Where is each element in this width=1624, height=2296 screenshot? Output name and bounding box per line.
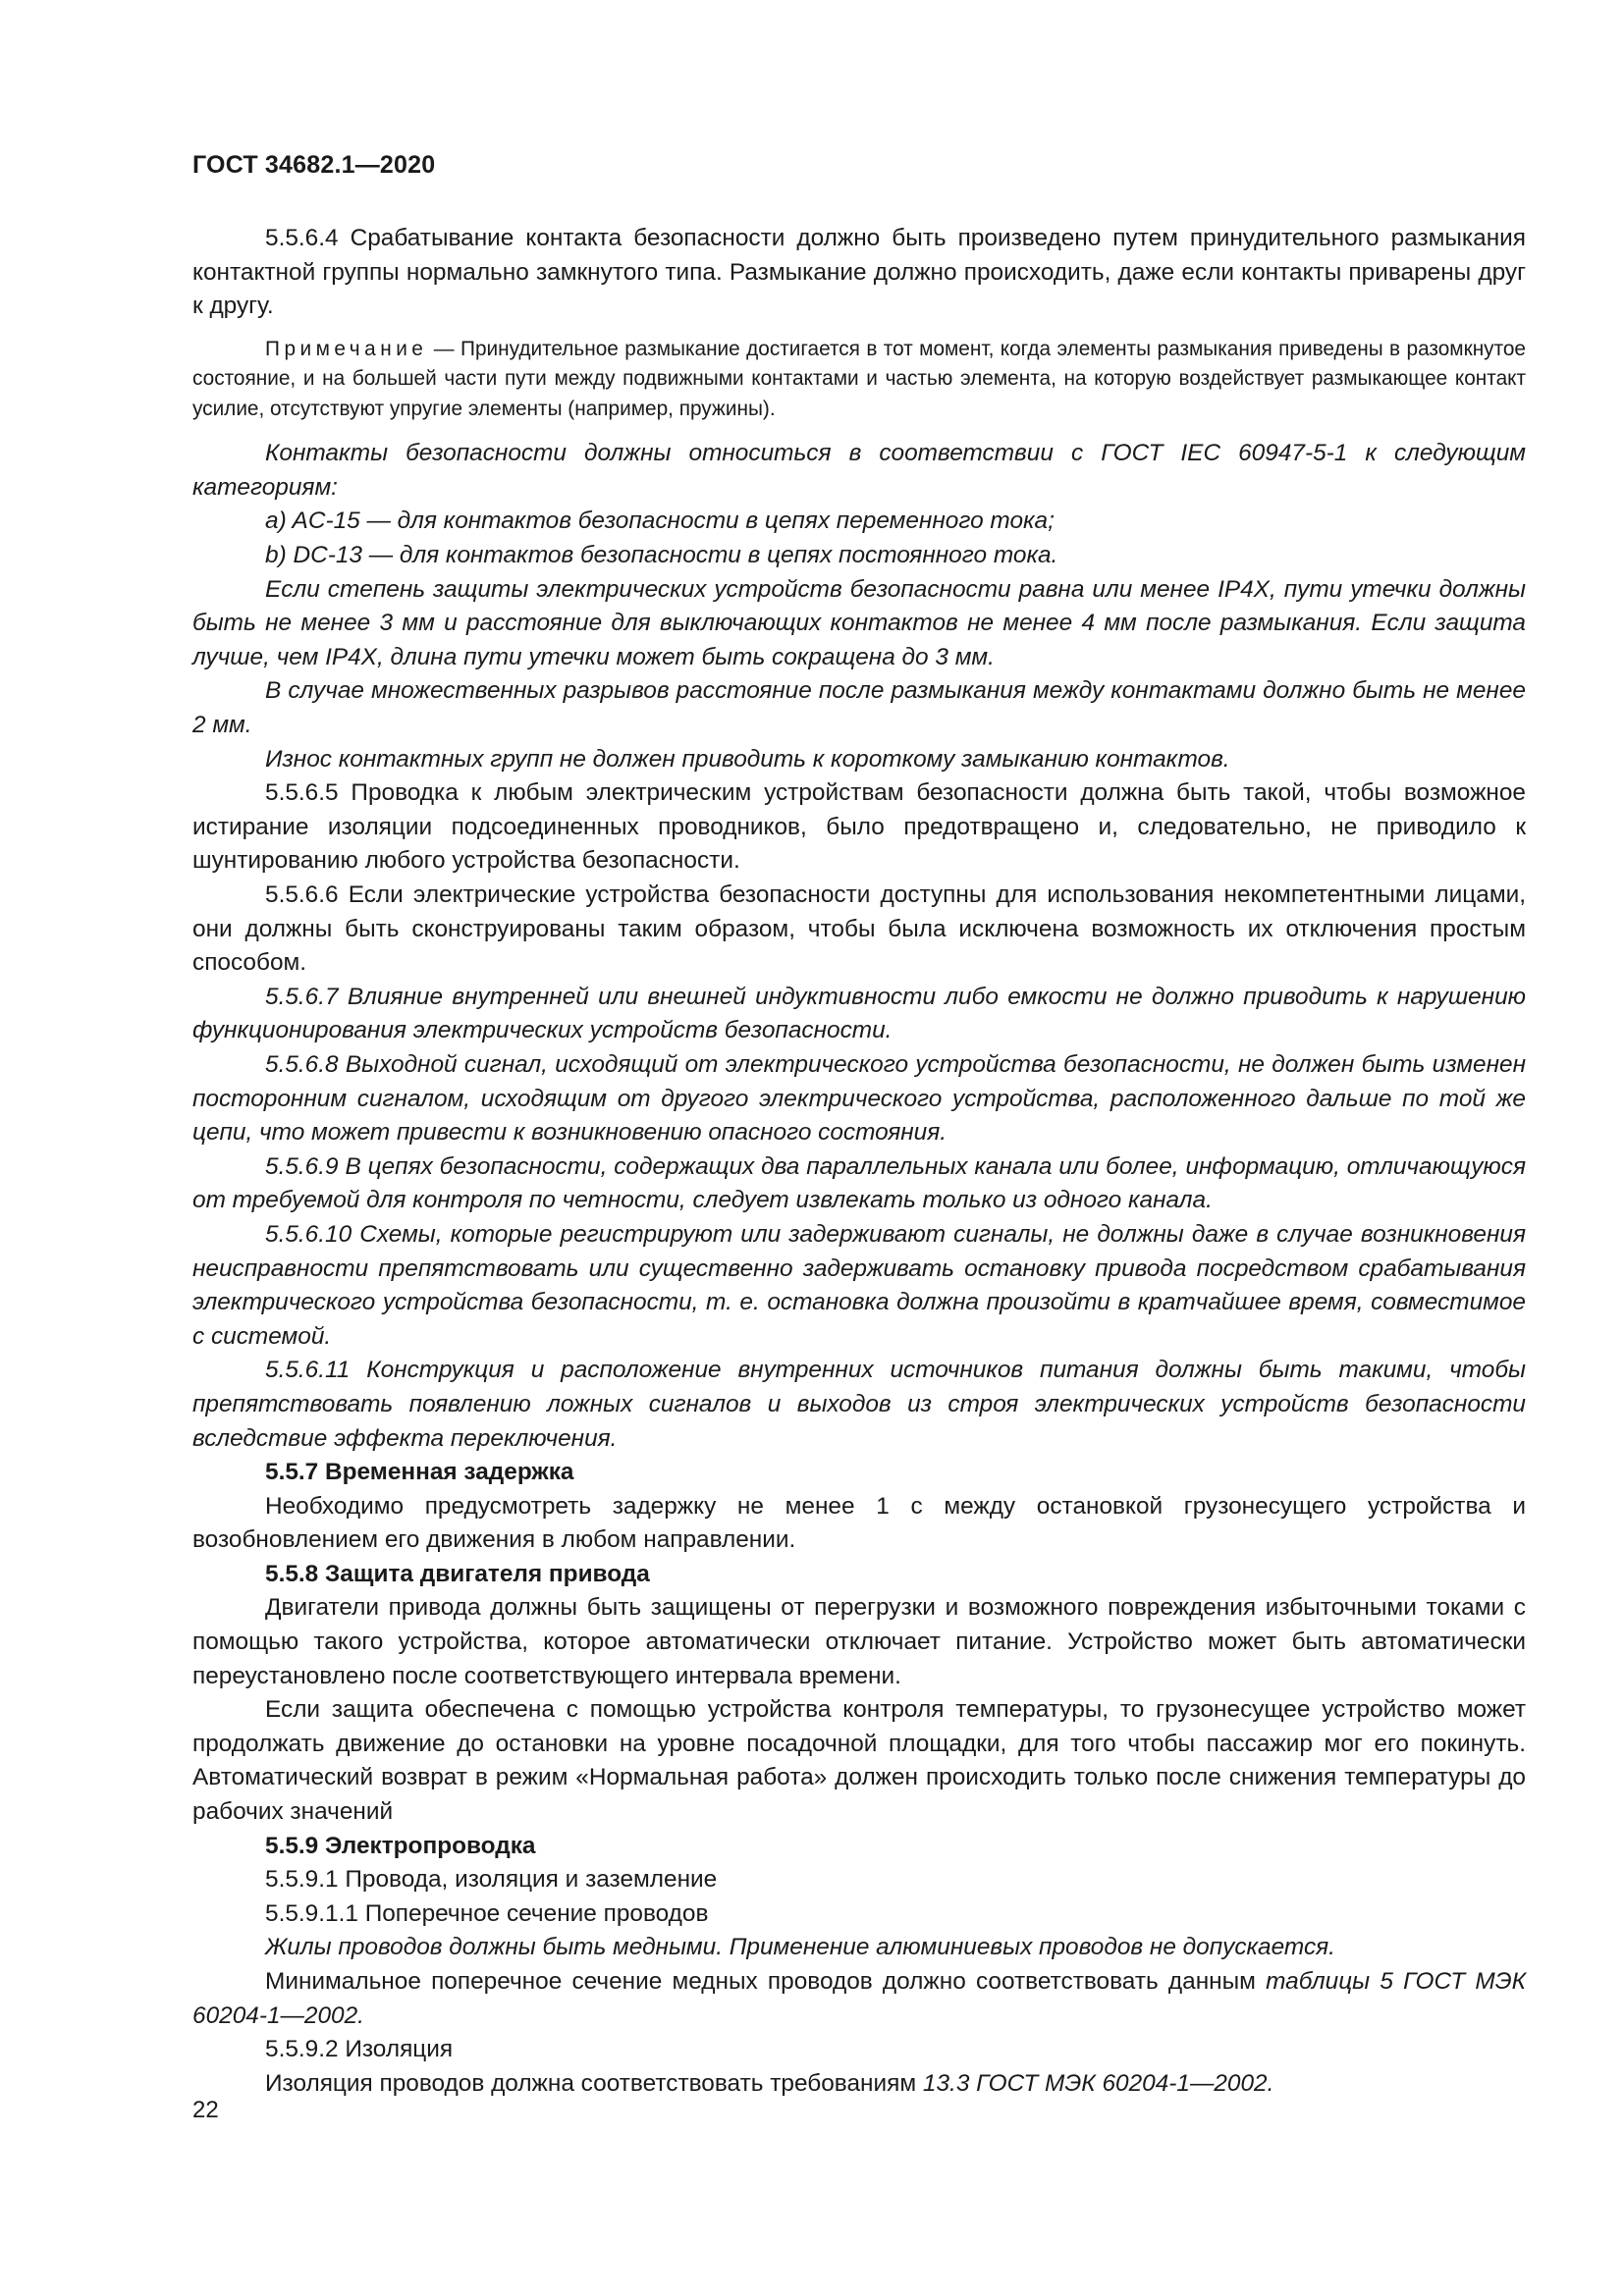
para-5-5-9-2: 5.5.9.2 Изоляция: [265, 2036, 454, 2063]
running-header: ГОСТ 34682.1—2020: [192, 151, 436, 179]
insulation-reference: 13.3 ГОСТ МЭК 60204-1—2002.: [922, 2069, 1274, 2097]
para-ip4x: Если степень защиты электрических устройств безопасности равна или менее IP4X, пути утечки должны быть не менее 3 мм и расстояние для выключающих контактов не менее 4 мм после размыкания. Если защита лучше, чем IP4X, длина пути утечки может быть сокращена до 3 мм.: [192, 575, 1526, 670]
para-copper-wires: Жилы проводов должны быть медными. Применение алюминиевых проводов не допускается.: [265, 1934, 1335, 1961]
para-5-5-6-5: 5.5.6.5 Проводка к любым электрическим устройствам безопасности должна быть такой, чтобы возможное истирание изоляции подсоединенных проводников, было предотвращено и, следовательно, не приводило к шунтированию любого устройства безопасности.: [192, 779, 1526, 875]
note-label: Примечание: [265, 337, 428, 360]
para-temperature-control: Если защита обеспечена с помощью устройства контроля температуры, то грузонесущее устройство может продолжать движение до остановки на уровне посадочной площадки, для того чтобы пассажир мог его покинуть. Автоматический возврат в режим «Нормальная работа» должен происходить только после снижения температуры до рабочих значений: [192, 1696, 1526, 1826]
para-5-5-6-11: 5.5.6.11 Конструкция и расположение внутренних источников питания должны быть такими, чтобы препятствовать появлению ложных сигналов и выходов из строя электрических устройств безопасности вследствие эффекта переключения.: [192, 1357, 1526, 1452]
para-wear: Износ контактных групп не должен приводить к короткому замыканию контактов.: [265, 745, 1230, 773]
para-5-5-6-10: 5.5.6.10 Схемы, которые регистрируют или задерживают сигналы, не должны даже в случае возникновения неисправности препятствовать или существенно задерживать остановку привода посредством срабатывания электрического устройства безопасности, т. е. остановка должна произойти в кратчайшее время, совместимое с системой.: [192, 1220, 1526, 1350]
cross-section-text: Минимальное поперечное сечение медных проводов должно соответствовать данным: [265, 1968, 1267, 1995]
para-contact-categories: Контакты безопасности должны относиться в соответствии с ГОСТ IEC 60947-5-1 к следующим категориям:: [192, 440, 1526, 501]
para-5-5-9-1-1: 5.5.9.1.1 Поперечное сечение проводов: [265, 1899, 709, 1927]
heading-5-5-8: 5.5.8 Защита двигателя привода: [265, 1560, 650, 1587]
list-item-b: b) DC-13 — для контактов безопасности в цепях постоянного тока.: [265, 542, 1058, 569]
cross-section-reference: таблицы 5 ГОСТ МЭК 60204-1—2002.: [192, 1968, 1526, 2029]
para-5-5-6-7: 5.5.6.7 Влияние внутренней или внешней индуктивности либо емкости не должно приводить к нарушению функционирования электрических устройств безопасности.: [192, 983, 1526, 1044]
heading-5-5-9: 5.5.9 Электропроводка: [265, 1832, 536, 1859]
para-time-delay: Необходимо предусмотреть задержку не менее 1 с между остановкой грузонесущего устройства и возобновлением его движения в любом направлении.: [192, 1492, 1526, 1554]
para-5-5-6-9: 5.5.6.9 В цепях безопасности, содержащих два параллельных канала или более, информацию, отличающуюся от требуемой для контроля по четности, следует извлекать только из одного канала.: [192, 1152, 1526, 1214]
para-insulation: [192, 2067, 1526, 2102]
note-paragraph: [192, 335, 1526, 425]
list-item-a: a) AC-15 — для контактов безопасности в цепях переменного тока;: [265, 507, 1055, 535]
page-number: 22: [192, 2097, 219, 2123]
para-motor-protection: Двигатели привода должны быть защищены от перегрузки и возможного повреждения избыточными токами с помощью такого устройства, которое автоматически отключает питание. Устройство может быть автоматически переустановлено после соответствующего интервала времени.: [192, 1594, 1526, 1689]
insulation-text: Изоляция проводов должна соответствовать требованиям: [265, 2069, 923, 2097]
para-multiple-breaks: В случае множественных разрывов расстояние после размыкания между контактами должно быть не менее 2 мм.: [192, 677, 1526, 739]
heading-5-5-7: 5.5.7 Временная задержка: [265, 1459, 574, 1486]
para-5-5-6-4: 5.5.6.4 Срабатывание контакта безопасности должно быть произведено путем принудительного размыкания контактной группы нормально замкнутого типа. Размыкание должно происходить, даже если контакты приварены друг к другу.: [192, 225, 1526, 320]
para-5-5-9-1: 5.5.9.1 Провода, изоляция и заземление: [265, 1866, 718, 1894]
para-5-5-6-6: 5.5.6.6 Если электрические устройства безопасности доступны для использования некомпетентными лицами, они должны быть сконструированы таким образом, чтобы была исключена возможность их отключения простым способом.: [192, 881, 1526, 977]
para-5-5-6-8: 5.5.6.8 Выходной сигнал, исходящий от электрического устройства безопасности, не должен быть изменен посторонним сигналом, исходящим от другого электрического устройства, расположенного дальше по той же цепи, что может привести к возникновению опасного состояния.: [192, 1050, 1526, 1147]
para-min-cross-section: [192, 1965, 1526, 2033]
note-text: — Принудительное размыкание достигается в тот момент, когда элементы размыкания приведены в разомкнутое состояние, и на большей части пути между подвижными контактами и частью элемента, на которую воздействует размыкающее контакт усилие, отсутствуют упругие элементы (например, пружины).: [192, 337, 1526, 420]
page-body: [192, 222, 1526, 2101]
